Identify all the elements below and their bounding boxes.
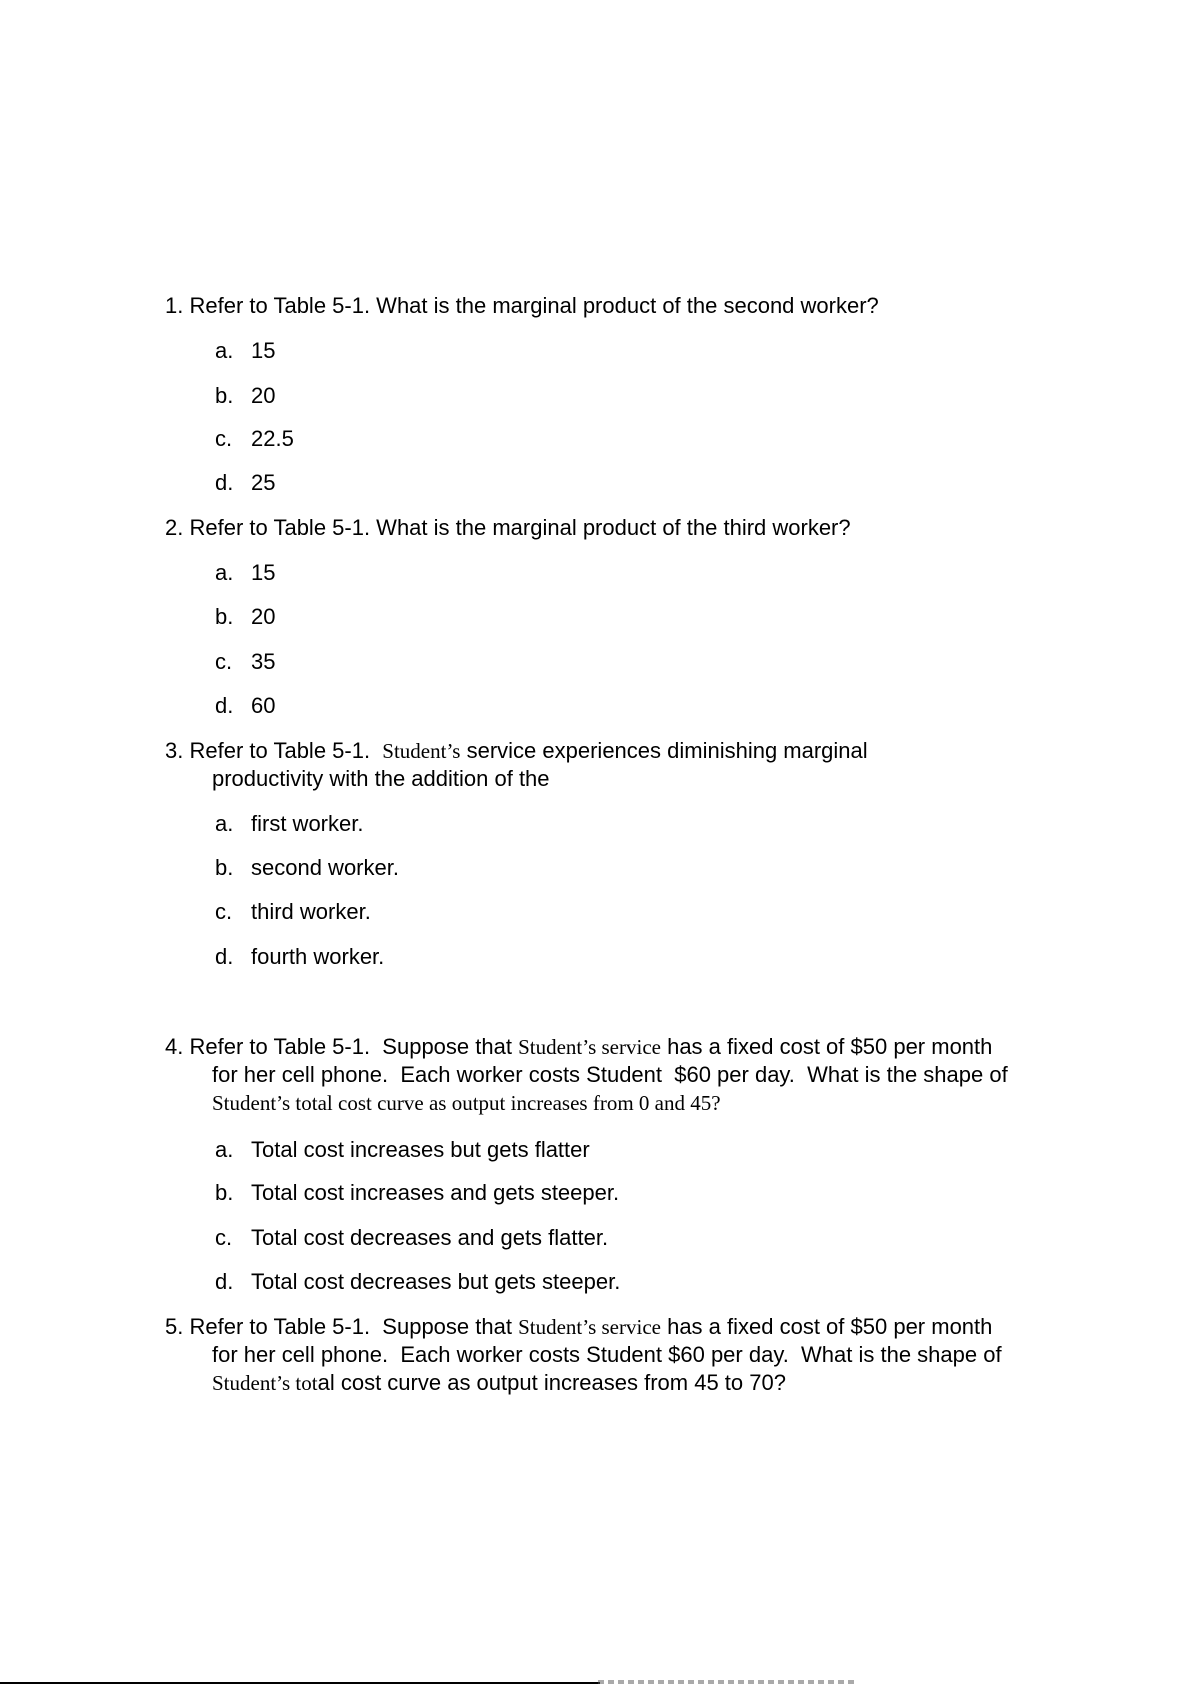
option-4c: c. Total cost decreases and gets flatter. bbox=[215, 1225, 609, 1250]
option-2a: a. 15 bbox=[215, 560, 276, 585]
option-3d: d. fourth worker. bbox=[215, 944, 385, 969]
option-1c: c. 22.5 bbox=[215, 426, 294, 451]
question-4 bbox=[165, 1033, 1085, 1117]
question-number: 1. bbox=[165, 293, 184, 318]
option-1b: b. 20 bbox=[215, 383, 276, 408]
question-5-line-3: Student’s total cost curve as output increases from 45 to 70? bbox=[212, 1370, 786, 1395]
option-1a: a. 15 bbox=[215, 338, 276, 363]
question-2 bbox=[165, 514, 1085, 542]
question-5-line-1: 5. Refer to Table 5-1. Suppose that Student’s service has a fixed cost of $50 per month bbox=[165, 1314, 993, 1339]
question-3-line-2: productivity with the addition of the bbox=[212, 766, 550, 791]
page-bottom-rule bbox=[0, 1682, 600, 1684]
question-5-line-2: for her cell phone. Each worker costs Student $60 per day. What is the shape of bbox=[212, 1342, 1002, 1367]
question-1 bbox=[165, 292, 1085, 320]
question-number: 2. bbox=[165, 515, 184, 540]
question-2-text bbox=[165, 514, 1085, 542]
question-stem: Refer to Table 5-1. What is the marginal product of the third worker? bbox=[189, 515, 851, 540]
question-3-line-1: 3. Refer to Table 5-1. Student’s service experiences diminishing marginal bbox=[165, 738, 868, 763]
question-number: 3. bbox=[165, 738, 184, 763]
question-stem: Refer to Table 5-1. What is the marginal product of the second worker? bbox=[189, 293, 879, 318]
option-3a: a. first worker. bbox=[215, 811, 364, 836]
option-4a: a. Total cost increases but gets flatter bbox=[215, 1137, 590, 1162]
option-2b: b. 20 bbox=[215, 604, 276, 629]
question-number: 4. bbox=[165, 1034, 184, 1059]
option-1d: d. 25 bbox=[215, 470, 276, 495]
page-bottom-artifact bbox=[598, 1680, 858, 1684]
option-4d: d. Total cost decreases but gets steeper. bbox=[215, 1269, 621, 1294]
option-2d: d. 60 bbox=[215, 693, 276, 718]
question-number: 5. bbox=[165, 1314, 184, 1339]
option-4b: b. Total cost increases and gets steeper. bbox=[215, 1180, 620, 1205]
option-3b: b. second worker. bbox=[215, 855, 399, 880]
question-1-text bbox=[165, 292, 1085, 320]
option-3c: c. third worker. bbox=[215, 899, 371, 924]
question-4-line-1: 4. Refer to Table 5-1. Suppose that Student’s service has a fixed cost of $50 per month bbox=[165, 1034, 993, 1059]
question-4-line-3: Student’s total cost curve as output increases from 0 and 45? bbox=[212, 1091, 721, 1115]
question-5 bbox=[165, 1313, 1085, 1397]
option-2c: c. 35 bbox=[215, 649, 276, 674]
question-3 bbox=[165, 737, 1085, 793]
question-4-line-2: for her cell phone. Each worker costs Student $60 per day. What is the shape of bbox=[212, 1062, 1008, 1087]
